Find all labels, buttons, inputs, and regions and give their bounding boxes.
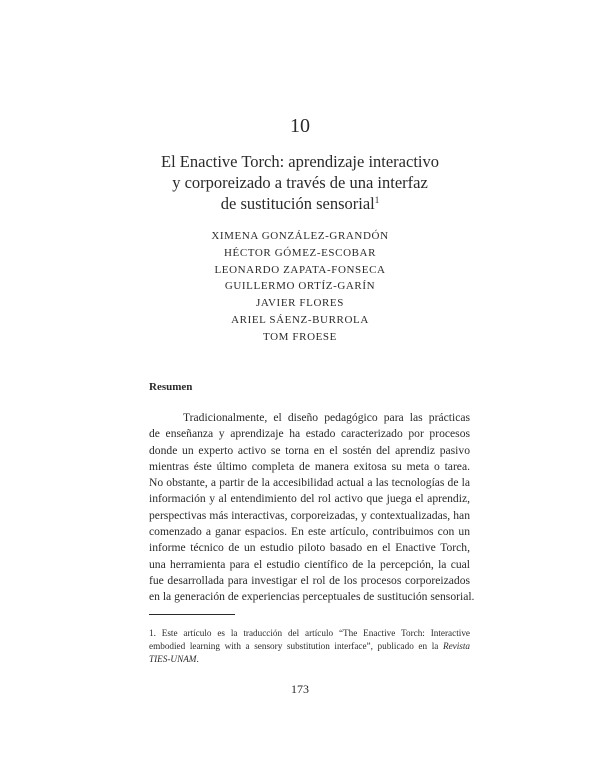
footnote-journal-name: TIES-UNAM: [149, 654, 197, 664]
footnote-journal-italic: Revista: [442, 641, 470, 651]
footnote-line-3: [149, 653, 470, 666]
author-list: [100, 228, 500, 346]
author-name: ARIEL SÁENZ-BURROLA: [231, 313, 369, 326]
footnote-reference[interactable]: 1: [374, 195, 380, 205]
footnote: [149, 627, 470, 666]
title-line-2: y corporeizado a través de una interfaz: [172, 173, 428, 192]
page-number: 173: [291, 682, 309, 696]
author-name: HÉCTOR GÓMEZ-ESCOBAR: [223, 246, 377, 259]
footnote-line-1: 1. Este artículo es la traducción del artículo “The Enactive Torch: Interactive: [149, 628, 470, 638]
abstract-line: una herramienta para el estudio científico de la percepción, la cual: [149, 557, 470, 571]
abstract-line: informe técnico de un estudio piloto basado en el Enactive Torch,: [149, 541, 470, 555]
title-line-3-text: de sustitución sensorial: [220, 194, 375, 213]
abstract-line: mientras éste último completa de manera exitosa su meta o tarea.: [149, 459, 470, 473]
footnote-period: .: [196, 654, 199, 664]
abstract-line: Tradicionalmente, el diseño pedagógico para las prácticas: [183, 411, 470, 424]
footnote-divider: [149, 614, 235, 615]
abstract-line: No obstante, a partir de la accesibilidad actual a las tecnologías de la: [149, 476, 470, 490]
abstract-line: de enseñanza y aprendizaje ha estado caracterizado por procesos: [149, 427, 470, 441]
abstract-line: perspectivas más interactivas, corporeizadas, y contextualizadas, han: [149, 508, 470, 522]
abstract-heading: Resumen: [149, 381, 193, 393]
author-name: XIMENA GONZÁLEZ-GRANDÓN: [211, 230, 389, 242]
abstract-paragraph: [149, 410, 475, 606]
author-name: LEONARDO ZAPATA-FONSECA: [214, 263, 386, 276]
abstract-line: fue desarrollada para investigar el rol de los procesos corporeizados: [149, 573, 470, 587]
chapter-number: 10: [290, 115, 310, 137]
author-name: TOM FROESE: [263, 330, 337, 343]
title-line-1: El Enactive Torch: aprendizaje interactivo: [161, 152, 439, 171]
footnote-line-2-text: embodied learning with a sensory substitution interface”, publicado en la: [149, 641, 439, 651]
abstract-line: comenzado a ganar espacios. En este artículo, contribuimos con un: [149, 525, 470, 539]
footnote-line-2: [149, 640, 470, 653]
abstract-line: información y al entendimiento del rol activo que juega el aprendiz,: [149, 492, 470, 506]
author-name: JAVIER FLORES: [256, 297, 344, 310]
author-name: GUILLERMO ORTÍZ-GARÍN: [224, 280, 376, 293]
chapter-title: [100, 151, 500, 214]
abstract-line: donde un experto activo se torna en el sostén del aprendiz pasivo: [149, 443, 470, 457]
abstract-line: en la generación de experiencias perceptuales de sustitución sensorial.: [149, 590, 475, 604]
title-line-3: [100, 193, 500, 214]
